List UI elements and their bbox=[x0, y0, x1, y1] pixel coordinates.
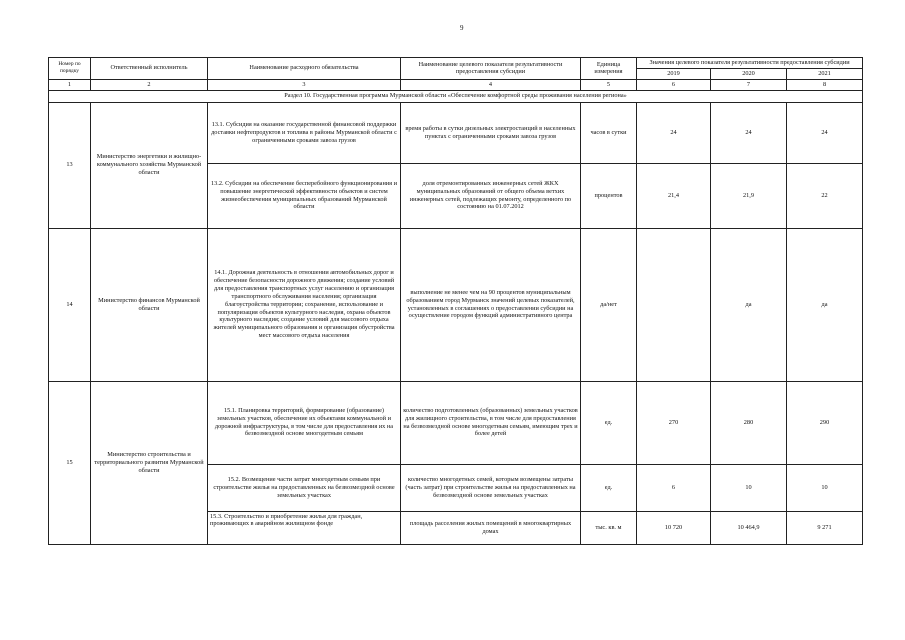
table-row bbox=[49, 228, 863, 381]
value-2021: да bbox=[787, 228, 863, 381]
col-index: 1 bbox=[49, 79, 91, 90]
value-2021: 24 bbox=[787, 102, 863, 163]
indicator-cell: выполнение не менее чем на 90 процентов муниципальным образованием город Мурманск значений целевых показателей, установленных в соглашениях о предоставлении субсидии на осуществление городом функций административного центра bbox=[401, 228, 581, 381]
value-2021: 10 bbox=[787, 464, 863, 511]
value-2021: 290 bbox=[787, 381, 863, 464]
col-index: 8 bbox=[787, 79, 863, 90]
header-values: Значения целевого показателя результативности предоставления субсидии bbox=[637, 58, 863, 69]
unit-cell: ед. bbox=[581, 464, 637, 511]
value-2019: 24 bbox=[637, 102, 711, 163]
header-num: Номер по порядку bbox=[49, 58, 91, 80]
header-unit: Единица измерения bbox=[581, 58, 637, 80]
obligation-cell: 13.2. Субсидии на обеспечение бесперебойного функционирования и повышение энергетической эффективности объектов и систем жизнеобеспечения муниципальных образований Мурманской области bbox=[208, 163, 401, 228]
obligation-cell: 15.1. Планировка территорий, формирование (образование) земельных участков, обеспечение их объектами коммунальной и дорожной инфраструктуры, в том числе для предоставления их на безвозмездной основе многодетным семьям bbox=[208, 381, 401, 464]
value-2019: 6 bbox=[637, 464, 711, 511]
unit-cell: процентов bbox=[581, 163, 637, 228]
subsidy-indicators-table bbox=[48, 57, 863, 545]
row-number: 15 bbox=[49, 381, 91, 544]
header-obligation: Наименование расходного обязательства bbox=[208, 58, 401, 80]
value-2020: да bbox=[711, 228, 787, 381]
unit-cell: часов в сутки bbox=[581, 102, 637, 163]
value-2020: 10 bbox=[711, 464, 787, 511]
header-year-2020: 2020 bbox=[711, 68, 787, 79]
col-index: 3 bbox=[208, 79, 401, 90]
table-row bbox=[49, 381, 863, 464]
col-index: 6 bbox=[637, 79, 711, 90]
header-executor: Ответственный исполнитель bbox=[91, 58, 208, 80]
unit-cell: ед. bbox=[581, 381, 637, 464]
executor-cell: Министерство энергетики и жилищно-коммунального хозяйства Мурманской области bbox=[91, 102, 208, 228]
header-year-2021: 2021 bbox=[787, 68, 863, 79]
row-number: 14 bbox=[49, 228, 91, 381]
col-index: 2 bbox=[91, 79, 208, 90]
executor-cell: Министерство финансов Мурманской области bbox=[91, 228, 208, 381]
obligation-cell: 14.1. Дорожная деятельность в отношении автомобильных дорог и обеспечение безопасности дорожного движения; создание условий для предоставления транспортных услуг населению и организация транспортного обслуживания населения; организация благоустройства территории; сохранение, использование и популяризация объектов культурного наследия, охрана объектов культурного наследия; создание условий для массового отдыха жителей муниципального образования и организация обустройства мест массового отдыха населения bbox=[208, 228, 401, 381]
value-2019 bbox=[637, 228, 711, 381]
unit-cell: да/нет bbox=[581, 228, 637, 381]
section-title: Раздел 10. Государственная программа Мурманской области «Обеспечение комфортной среды проживания населения региона» bbox=[49, 90, 863, 102]
obligation-cell: 15.2. Возмещение части затрат многодетным семьям при строительстве жилья на предоставленных на безвозмездной основе земельных участках bbox=[208, 464, 401, 511]
indicator-cell: время работы в сутки дизельных электростанций в населенных пунктах с ограниченными сроками завоза грузов bbox=[401, 102, 581, 163]
col-index: 5 bbox=[581, 79, 637, 90]
obligation-cell: 15.3. Строительство и приобретение жилья для граждан, проживающих в аварийном жилищном фонде bbox=[208, 511, 401, 544]
value-2019: 10 720 bbox=[637, 511, 711, 544]
table-row bbox=[49, 102, 863, 163]
page-number: 9 bbox=[460, 24, 464, 32]
indicator-cell: доля отремонтированных инженерных сетей ЖКХ муниципальных образований от общего объема ветхих инженерных сетей, подлежащих ремонту, определенного по состоянию на 01.07.2012 bbox=[401, 163, 581, 228]
indicator-cell: количество подготовленных (образованных) земельных участков для жилищного строительства, в том числе для предоставления на безвозмездной основе многодетным семьям, имеющим трех и более детей bbox=[401, 381, 581, 464]
value-2020: 24 bbox=[711, 102, 787, 163]
unit-cell: тыс. кв. м bbox=[581, 511, 637, 544]
indicator-cell: количество многодетных семей, которым возмещены затраты (часть затрат) при строительстве жилья на предоставленных на безвозмездной основе земельных участках bbox=[401, 464, 581, 511]
col-index: 7 bbox=[711, 79, 787, 90]
obligation-cell: 13.1. Субсидия на оказание государственной финансовой поддержки доставки нефтепродуктов и топлива в районы Мурманской области с ограниченными сроками завоза грузов bbox=[208, 102, 401, 163]
col-index: 4 bbox=[401, 79, 581, 90]
value-2020: 280 bbox=[711, 381, 787, 464]
executor-cell: Министерство строительства и территориального развития Мурманской области bbox=[91, 381, 208, 544]
header-year-2019: 2019 bbox=[637, 68, 711, 79]
value-2020: 21,9 bbox=[711, 163, 787, 228]
value-2021: 9 271 bbox=[787, 511, 863, 544]
header-indicator: Наименование целевого показателя результативности предоставления субсидии bbox=[401, 58, 581, 80]
row-number: 13 bbox=[49, 102, 91, 228]
indicator-cell: площадь расселения жилых помещений в многоквартирных домах bbox=[401, 511, 581, 544]
value-2021: 22 bbox=[787, 163, 863, 228]
value-2019: 270 bbox=[637, 381, 711, 464]
value-2020: 10 464,9 bbox=[711, 511, 787, 544]
value-2019: 21,4 bbox=[637, 163, 711, 228]
